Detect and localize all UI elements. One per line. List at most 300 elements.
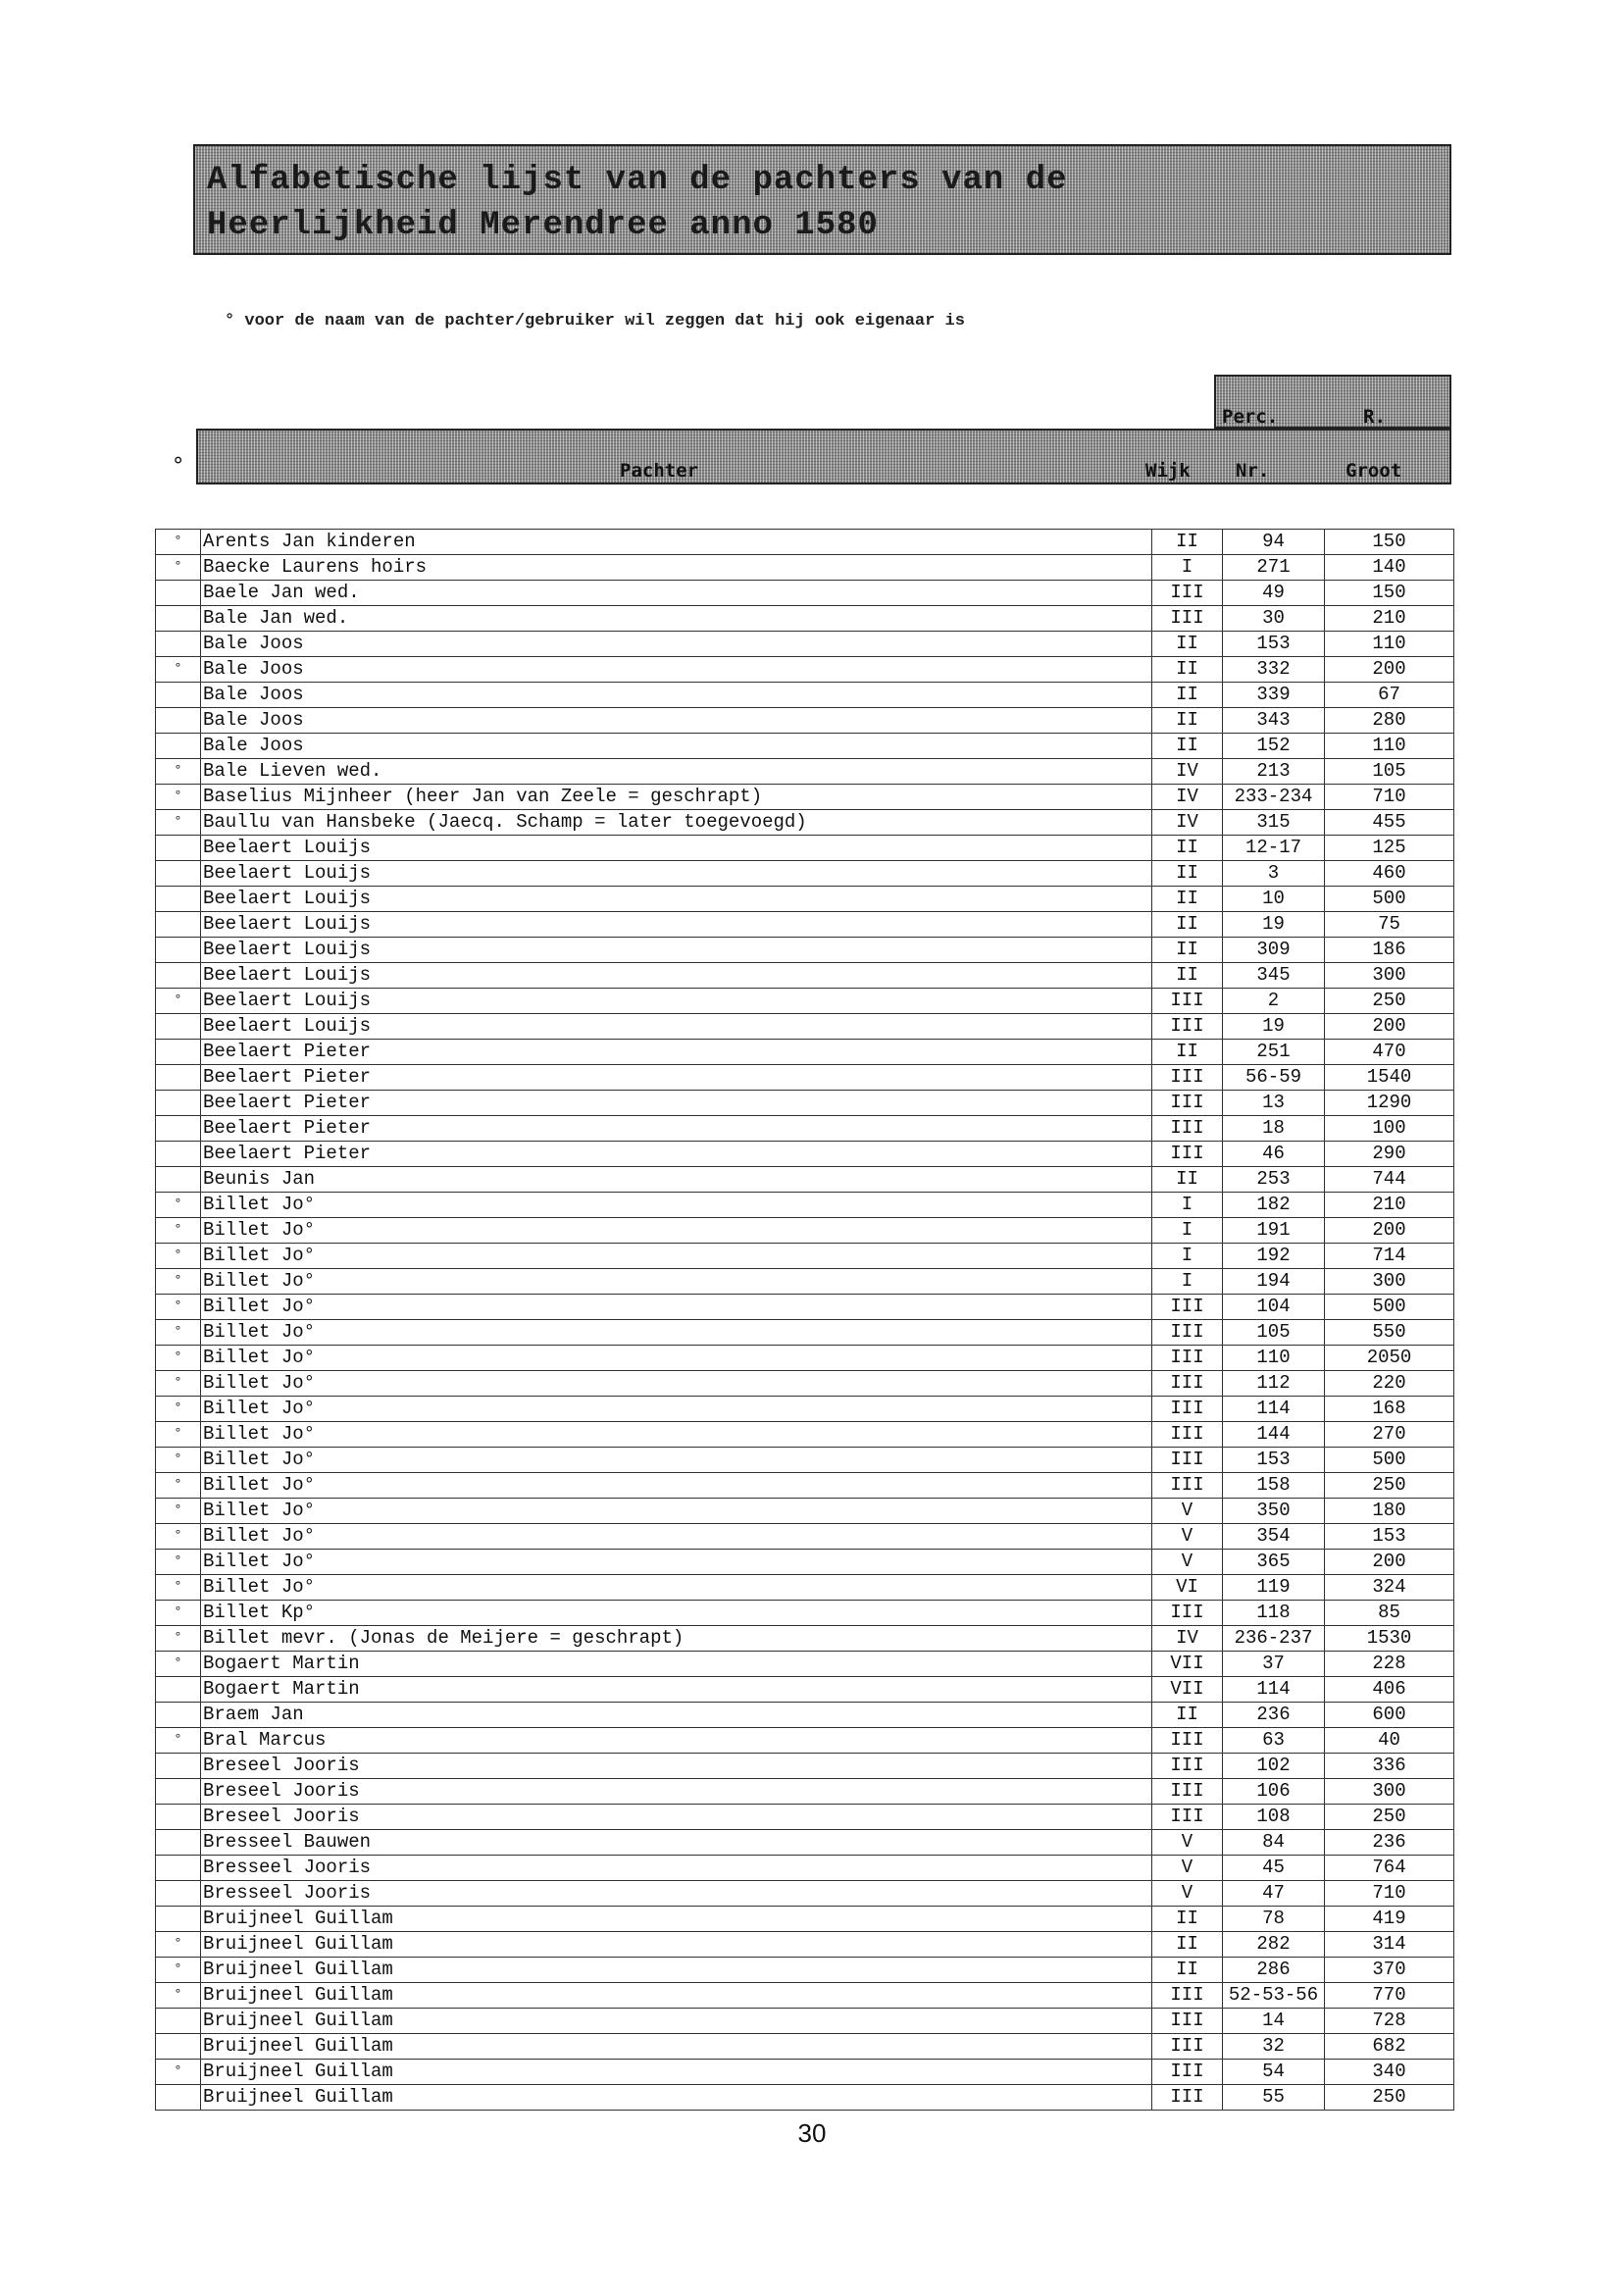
row-owner-mark: ° — [156, 1397, 201, 1422]
row-owner-mark — [156, 708, 201, 734]
row-owner-mark — [156, 1703, 201, 1728]
row-wijk: III — [1152, 1091, 1223, 1116]
row-groot: 710 — [1325, 1881, 1454, 1907]
row-nr: 332 — [1223, 657, 1325, 683]
row-owner-mark — [156, 912, 201, 938]
row-name: Billet mevr. (Jonas de Meijere = geschrapt) — [201, 1626, 1152, 1652]
row-owner-mark: ° — [156, 1524, 201, 1550]
row-owner-mark: ° — [156, 1320, 201, 1346]
row-nr: 309 — [1223, 938, 1325, 963]
table-row — [156, 1983, 1454, 2009]
row-groot: 75 — [1325, 912, 1454, 938]
table-row — [156, 1269, 1454, 1295]
row-nr: 30 — [1223, 606, 1325, 632]
row-name: Beelaert Louijs — [201, 887, 1152, 912]
row-wijk: VI — [1152, 1575, 1223, 1601]
header-wijk-col: Wijk — [1145, 460, 1191, 482]
row-name: Bogaert Martin — [201, 1677, 1152, 1703]
row-wijk: III — [1152, 1320, 1223, 1346]
table-row — [156, 1728, 1454, 1754]
row-name: Bral Marcus — [201, 1728, 1152, 1754]
table-row — [156, 683, 1454, 708]
row-name: Billet Jo° — [201, 1346, 1152, 1371]
row-owner-mark: ° — [156, 1269, 201, 1295]
row-name: Bruijneel Guillam — [201, 1907, 1152, 1932]
row-groot: 180 — [1325, 1499, 1454, 1524]
row-nr: 63 — [1223, 1728, 1325, 1754]
row-wijk: II — [1152, 632, 1223, 657]
table-row — [156, 1091, 1454, 1116]
row-name: Baullu van Hansbeke (Jaecq. Schamp = later toegevoegd) — [201, 810, 1152, 836]
row-name: Bale Joos — [201, 683, 1152, 708]
row-nr: 56-59 — [1223, 1065, 1325, 1091]
row-owner-mark — [156, 1167, 201, 1193]
row-name: Arents Jan kinderen — [201, 530, 1152, 555]
row-name: Breseel Jooris — [201, 1805, 1152, 1830]
row-wijk: I — [1152, 1193, 1223, 1218]
row-owner-mark: ° — [156, 1550, 201, 1575]
row-groot: 336 — [1325, 1754, 1454, 1779]
row-name: Bale Lieven wed. — [201, 759, 1152, 785]
row-groot: 280 — [1325, 708, 1454, 734]
row-owner-mark — [156, 1830, 201, 1856]
row-groot: 1530 — [1325, 1626, 1454, 1652]
row-wijk: II — [1152, 836, 1223, 861]
row-wijk: III — [1152, 2060, 1223, 2085]
row-wijk: III — [1152, 1422, 1223, 1448]
row-owner-mark — [156, 2034, 201, 2060]
row-wijk: III — [1152, 1295, 1223, 1320]
row-owner-mark — [156, 1091, 201, 1116]
row-name: Billet Jo° — [201, 1422, 1152, 1448]
row-groot: 300 — [1325, 1269, 1454, 1295]
row-wijk: II — [1152, 1703, 1223, 1728]
row-wijk: II — [1152, 657, 1223, 683]
row-owner-mark: ° — [156, 1932, 201, 1958]
table-row — [156, 1320, 1454, 1346]
row-wijk: II — [1152, 912, 1223, 938]
row-owner-mark — [156, 1014, 201, 1040]
row-nr: 152 — [1223, 734, 1325, 759]
row-groot: 270 — [1325, 1422, 1454, 1448]
row-groot: 200 — [1325, 1550, 1454, 1575]
row-wijk: V — [1152, 1881, 1223, 1907]
row-groot: 200 — [1325, 657, 1454, 683]
row-groot: 210 — [1325, 1193, 1454, 1218]
row-groot: 370 — [1325, 1958, 1454, 1983]
table-row — [156, 1422, 1454, 1448]
row-wijk: II — [1152, 1958, 1223, 1983]
column-header-bar — [196, 429, 1451, 484]
row-owner-mark: ° — [156, 1601, 201, 1626]
table-row — [156, 1932, 1454, 1958]
row-groot: 236 — [1325, 1830, 1454, 1856]
row-name: Beelaert Pieter — [201, 1040, 1152, 1065]
row-wijk: V — [1152, 1830, 1223, 1856]
row-groot: 250 — [1325, 1805, 1454, 1830]
row-wijk: II — [1152, 1167, 1223, 1193]
row-nr: 84 — [1223, 1830, 1325, 1856]
row-wijk: III — [1152, 1371, 1223, 1397]
table-row — [156, 1779, 1454, 1805]
row-wijk: III — [1152, 1473, 1223, 1499]
row-owner-mark — [156, 1856, 201, 1881]
page-number: 30 — [797, 2118, 827, 2148]
row-nr: 119 — [1223, 1575, 1325, 1601]
row-wijk: I — [1152, 555, 1223, 581]
row-name: Bale Jan wed. — [201, 606, 1152, 632]
table-row — [156, 632, 1454, 657]
row-name: Beelaert Louijs — [201, 836, 1152, 861]
row-name: Beelaert Pieter — [201, 1091, 1152, 1116]
row-groot: 714 — [1325, 1244, 1454, 1269]
row-groot: 300 — [1325, 963, 1454, 989]
row-owner-mark: ° — [156, 1575, 201, 1601]
row-nr: 37 — [1223, 1652, 1325, 1677]
row-name: Bruijneel Guillam — [201, 1983, 1152, 2009]
row-owner-mark — [156, 1779, 201, 1805]
row-groot: 228 — [1325, 1652, 1454, 1677]
row-wijk: II — [1152, 530, 1223, 555]
row-name: Beelaert Pieter — [201, 1142, 1152, 1167]
table-row — [156, 1550, 1454, 1575]
row-name: Bresseel Jooris — [201, 1881, 1152, 1907]
row-name: Beelaert Pieter — [201, 1065, 1152, 1091]
table-row — [156, 1295, 1454, 1320]
row-name: Beelaert Louijs — [201, 861, 1152, 887]
row-nr: 47 — [1223, 1881, 1325, 1907]
row-nr: 19 — [1223, 1014, 1325, 1040]
row-groot: 1290 — [1325, 1091, 1454, 1116]
table-row — [156, 734, 1454, 759]
row-groot: 340 — [1325, 2060, 1454, 2085]
row-groot: 150 — [1325, 581, 1454, 606]
table-row — [156, 1397, 1454, 1422]
table-row — [156, 1754, 1454, 1779]
row-wijk: V — [1152, 1550, 1223, 1575]
row-wijk: III — [1152, 1728, 1223, 1754]
row-groot: 682 — [1325, 2034, 1454, 2060]
row-name: Braem Jan — [201, 1703, 1152, 1728]
row-groot: 455 — [1325, 810, 1454, 836]
row-nr: 182 — [1223, 1193, 1325, 1218]
row-groot: 150 — [1325, 530, 1454, 555]
row-owner-mark — [156, 861, 201, 887]
header-r-label: R. — [1363, 406, 1386, 428]
row-wijk: II — [1152, 963, 1223, 989]
row-nr: 112 — [1223, 1371, 1325, 1397]
row-nr: 236 — [1223, 1703, 1325, 1728]
row-wijk: III — [1152, 2009, 1223, 2034]
row-groot: 550 — [1325, 1320, 1454, 1346]
row-owner-mark: ° — [156, 810, 201, 836]
row-wijk: III — [1152, 1754, 1223, 1779]
row-groot: 500 — [1325, 887, 1454, 912]
row-name: Baselius Mijnheer (heer Jan van Zeele = geschrapt) — [201, 785, 1152, 810]
row-nr: 354 — [1223, 1524, 1325, 1550]
owner-note: ° voor de naam van de pachter/gebruiker wil zeggen dat hij ook eigenaar is — [225, 312, 965, 331]
row-nr: 365 — [1223, 1550, 1325, 1575]
row-nr: 253 — [1223, 1167, 1325, 1193]
row-name: Beelaert Louijs — [201, 938, 1152, 963]
row-owner-mark: ° — [156, 2060, 201, 2085]
row-name: Beelaert Louijs — [201, 912, 1152, 938]
row-nr: 10 — [1223, 887, 1325, 912]
table-row — [156, 2034, 1454, 2060]
row-name: Beelaert Louijs — [201, 989, 1152, 1014]
row-groot: 40 — [1325, 1728, 1454, 1754]
row-nr: 108 — [1223, 1805, 1325, 1830]
row-name: Billet Jo° — [201, 1524, 1152, 1550]
row-wijk: VII — [1152, 1677, 1223, 1703]
row-owner-mark: ° — [156, 1244, 201, 1269]
row-name: Bruijneel Guillam — [201, 2034, 1152, 2060]
row-groot: 250 — [1325, 1473, 1454, 1499]
row-wijk: II — [1152, 1040, 1223, 1065]
row-owner-mark: ° — [156, 1499, 201, 1524]
row-name: Bale Joos — [201, 657, 1152, 683]
row-owner-mark — [156, 836, 201, 861]
row-name: Billet Jo° — [201, 1448, 1152, 1473]
table-row — [156, 887, 1454, 912]
row-name: Beelaert Pieter — [201, 1116, 1152, 1142]
row-groot: 460 — [1325, 861, 1454, 887]
row-nr: 104 — [1223, 1295, 1325, 1320]
row-name: Bruijneel Guillam — [201, 2060, 1152, 2085]
row-name: Billet Jo° — [201, 1397, 1152, 1422]
row-wijk: III — [1152, 1779, 1223, 1805]
row-owner-mark: ° — [156, 1626, 201, 1652]
row-nr: 54 — [1223, 2060, 1325, 2085]
row-groot: 314 — [1325, 1932, 1454, 1958]
row-nr: 158 — [1223, 1473, 1325, 1499]
table-row — [156, 657, 1454, 683]
row-nr: 114 — [1223, 1677, 1325, 1703]
tenant-table — [155, 529, 1454, 2111]
row-name: Bale Joos — [201, 632, 1152, 657]
row-nr: 110 — [1223, 1346, 1325, 1371]
row-name: Breseel Jooris — [201, 1779, 1152, 1805]
row-name: Billet Jo° — [201, 1550, 1152, 1575]
row-groot: 470 — [1325, 1040, 1454, 1065]
row-owner-mark: ° — [156, 1422, 201, 1448]
row-groot: 250 — [1325, 2085, 1454, 2111]
row-groot: 168 — [1325, 1397, 1454, 1422]
table-row — [156, 963, 1454, 989]
row-name: Billet Jo° — [201, 1218, 1152, 1244]
table-row — [156, 1448, 1454, 1473]
row-owner-mark — [156, 606, 201, 632]
table-row — [156, 1524, 1454, 1550]
table-row — [156, 1040, 1454, 1065]
row-owner-mark: ° — [156, 1371, 201, 1397]
table-row — [156, 1346, 1454, 1371]
row-owner-mark — [156, 1805, 201, 1830]
table-row — [156, 1014, 1454, 1040]
table-row — [156, 1371, 1454, 1397]
row-wijk: III — [1152, 1346, 1223, 1371]
row-owner-mark — [156, 1142, 201, 1167]
row-nr: 339 — [1223, 683, 1325, 708]
row-groot: 290 — [1325, 1142, 1454, 1167]
document-title: Alfabetische lijst van de pachters van de Heerlijkheid Merendree anno 1580 — [207, 162, 1068, 244]
table-row — [156, 1244, 1454, 1269]
table-row — [156, 1626, 1454, 1652]
row-groot: 220 — [1325, 1371, 1454, 1397]
table-row — [156, 581, 1454, 606]
table-row — [156, 1142, 1454, 1167]
table-row — [156, 861, 1454, 887]
row-nr: 105 — [1223, 1320, 1325, 1346]
row-nr: 192 — [1223, 1244, 1325, 1269]
row-nr: 282 — [1223, 1932, 1325, 1958]
row-nr: 114 — [1223, 1397, 1325, 1422]
row-owner-mark — [156, 1065, 201, 1091]
row-wijk: II — [1152, 938, 1223, 963]
row-wijk: II — [1152, 1932, 1223, 1958]
row-name: Billet Jo° — [201, 1320, 1152, 1346]
row-groot: 728 — [1325, 2009, 1454, 2034]
table-row — [156, 1652, 1454, 1677]
row-wijk: II — [1152, 683, 1223, 708]
row-wijk: I — [1152, 1269, 1223, 1295]
row-wijk: II — [1152, 734, 1223, 759]
row-wijk: III — [1152, 2034, 1223, 2060]
row-owner-mark: ° — [156, 989, 201, 1014]
table-row — [156, 1958, 1454, 1983]
row-nr: 345 — [1223, 963, 1325, 989]
header-groot-col: Groot — [1345, 460, 1402, 482]
table-row — [156, 1805, 1454, 1830]
row-name: Billet Jo° — [201, 1269, 1152, 1295]
row-groot: 770 — [1325, 1983, 1454, 2009]
row-nr: 52-53-56 — [1223, 1983, 1325, 2009]
row-groot: 406 — [1325, 1677, 1454, 1703]
row-wijk: III — [1152, 606, 1223, 632]
row-nr: 315 — [1223, 810, 1325, 836]
row-groot: 500 — [1325, 1295, 1454, 1320]
row-wijk: VII — [1152, 1652, 1223, 1677]
row-nr: 153 — [1223, 1448, 1325, 1473]
row-nr: 286 — [1223, 1958, 1325, 1983]
row-owner-mark: ° — [156, 1295, 201, 1320]
row-groot: 140 — [1325, 555, 1454, 581]
row-owner-mark: ° — [156, 1346, 201, 1371]
row-nr: 236-237 — [1223, 1626, 1325, 1652]
table-row — [156, 938, 1454, 963]
row-nr: 144 — [1223, 1422, 1325, 1448]
row-groot: 2050 — [1325, 1346, 1454, 1371]
row-owner-mark: ° — [156, 530, 201, 555]
title-banner — [193, 144, 1451, 255]
row-owner-mark — [156, 734, 201, 759]
row-owner-mark — [156, 963, 201, 989]
row-owner-mark: ° — [156, 1652, 201, 1677]
row-owner-mark — [156, 1116, 201, 1142]
table-row — [156, 1881, 1454, 1907]
row-wijk: IV — [1152, 810, 1223, 836]
row-groot: 67 — [1325, 683, 1454, 708]
table-row — [156, 1830, 1454, 1856]
row-owner-mark: ° — [156, 1958, 201, 1983]
row-groot: 324 — [1325, 1575, 1454, 1601]
row-groot: 764 — [1325, 1856, 1454, 1881]
row-name: Bresseel Jooris — [201, 1856, 1152, 1881]
row-owner-mark — [156, 683, 201, 708]
table-row — [156, 1218, 1454, 1244]
row-nr: 194 — [1223, 1269, 1325, 1295]
row-name: Billet Jo° — [201, 1193, 1152, 1218]
row-wijk: II — [1152, 887, 1223, 912]
row-name: Bruijneel Guillam — [201, 2085, 1152, 2111]
table-row — [156, 1499, 1454, 1524]
row-wijk: I — [1152, 1244, 1223, 1269]
row-wijk: III — [1152, 1116, 1223, 1142]
row-owner-mark — [156, 887, 201, 912]
row-name: Billet Jo° — [201, 1295, 1152, 1320]
row-owner-mark: ° — [156, 657, 201, 683]
table-row — [156, 555, 1454, 581]
row-nr: 45 — [1223, 1856, 1325, 1881]
row-owner-mark: ° — [156, 759, 201, 785]
row-nr: 18 — [1223, 1116, 1325, 1142]
row-name: Bruijneel Guillam — [201, 2009, 1152, 2034]
row-owner-mark — [156, 1040, 201, 1065]
row-groot: 100 — [1325, 1116, 1454, 1142]
row-name: Bresseel Bauwen — [201, 1830, 1152, 1856]
row-owner-mark: ° — [156, 1473, 201, 1499]
row-name: Bruijneel Guillam — [201, 1932, 1152, 1958]
table-row — [156, 1473, 1454, 1499]
row-name: Beunis Jan — [201, 1167, 1152, 1193]
row-nr: 153 — [1223, 632, 1325, 657]
table-row — [156, 759, 1454, 785]
table-row — [156, 1193, 1454, 1218]
table-row — [156, 810, 1454, 836]
row-owner-mark: ° — [156, 555, 201, 581]
row-wijk: III — [1152, 1014, 1223, 1040]
table-row — [156, 708, 1454, 734]
table-row — [156, 1907, 1454, 1932]
row-owner-mark — [156, 581, 201, 606]
row-groot: 500 — [1325, 1448, 1454, 1473]
row-nr: 191 — [1223, 1218, 1325, 1244]
header-perc-box — [1214, 375, 1451, 429]
row-name: Bale Joos — [201, 734, 1152, 759]
row-nr: 94 — [1223, 530, 1325, 555]
row-name: Beelaert Louijs — [201, 1014, 1152, 1040]
row-groot: 250 — [1325, 989, 1454, 1014]
row-name: Billet Jo° — [201, 1473, 1152, 1499]
row-wijk: IV — [1152, 785, 1223, 810]
row-wijk: IV — [1152, 1626, 1223, 1652]
row-wijk: V — [1152, 1856, 1223, 1881]
row-owner-mark — [156, 1677, 201, 1703]
row-groot: 600 — [1325, 1703, 1454, 1728]
row-name: Bogaert Martin — [201, 1652, 1152, 1677]
row-name: Baele Jan wed. — [201, 581, 1152, 606]
row-name: Bruijneel Guillam — [201, 1958, 1152, 1983]
row-groot: 210 — [1325, 606, 1454, 632]
row-owner-mark: ° — [156, 1448, 201, 1473]
row-nr: 271 — [1223, 555, 1325, 581]
row-wijk: IV — [1152, 759, 1223, 785]
row-wijk: III — [1152, 1065, 1223, 1091]
row-nr: 102 — [1223, 1754, 1325, 1779]
tenant-table-body — [156, 530, 1454, 2111]
row-nr: 213 — [1223, 759, 1325, 785]
row-nr: 46 — [1223, 1142, 1325, 1167]
